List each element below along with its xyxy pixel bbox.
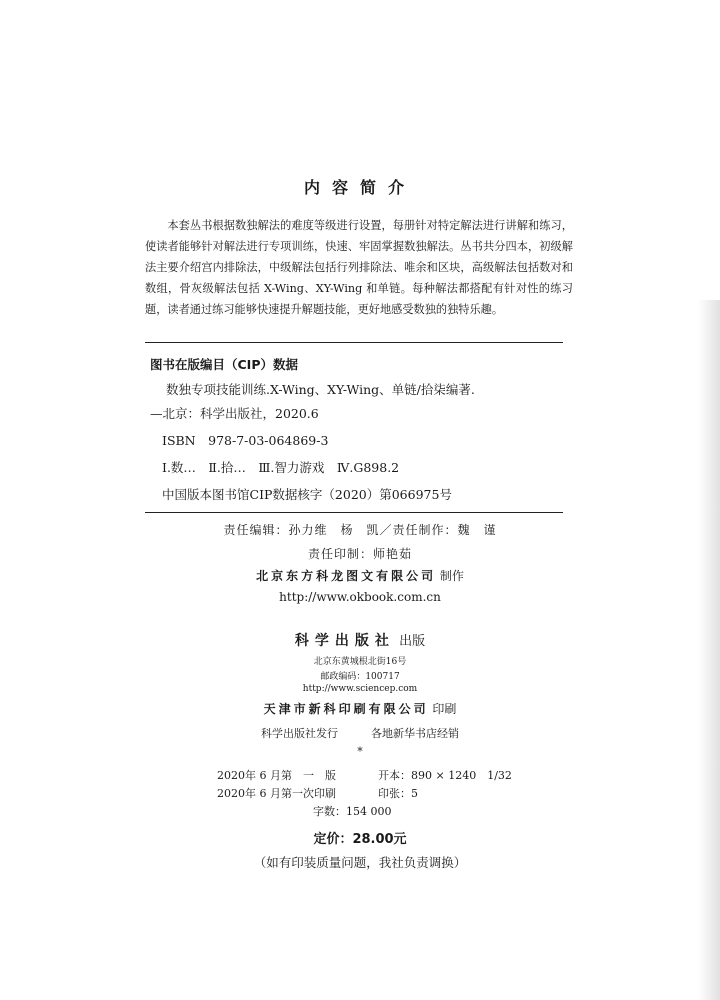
separator-star: * xyxy=(357,745,363,758)
producer-line xyxy=(0,567,720,584)
spec-edition: 2020年 6 月第 一 版 xyxy=(217,769,336,782)
cip-heading: 图书在版编目（CIP）数据 xyxy=(150,357,298,372)
cip-classification: Ⅰ.数… Ⅱ.拾… Ⅲ.智力游戏 Ⅳ.G898.2 xyxy=(162,460,400,475)
producer-url: http://www.okbook.com.cn xyxy=(279,590,441,604)
spec-format: 开本：890 × 1240 1/32 xyxy=(378,769,512,782)
printer-line xyxy=(0,700,720,717)
spec-sheets: 印张：5 xyxy=(378,787,418,800)
distribution-line: 科学出版社发行 各地新华书店经销 xyxy=(261,727,459,740)
publisher-postcode: 邮政编码：100717 xyxy=(320,672,400,682)
spec-printing: 2020年 6 月第一次印刷 xyxy=(217,787,336,800)
page-edge-shadow xyxy=(698,300,720,1000)
producer-name: 北京东方科龙图文有限公司 xyxy=(256,569,437,583)
quality-note: （如有印装质量问题，我社负责调换） xyxy=(253,855,467,870)
cip-entry-line1: 数独专项技能训练.X-Wing、XY-Wing、单链/拾柒编著. xyxy=(166,382,475,397)
producer-suffix: 制作 xyxy=(439,569,464,583)
editors-line: 责任编辑：孙力维 杨 凯／责任制作：魏 谨 xyxy=(223,523,497,537)
bottom-divider xyxy=(145,512,563,513)
cip-entry-line2: —北京：科学出版社，2020.6 xyxy=(150,406,319,421)
publisher-name: 科学出版社 xyxy=(294,633,395,649)
print-supervisor-line: 责任印制：师艳茹 xyxy=(307,547,412,561)
publisher-address: 北京东黄城根北街16号 xyxy=(313,657,407,667)
intro-text: 本套丛书根据数独解法的难度等级进行设置，每册针对特定解法进行讲解和练习，使读者能够针对解法进行专项训练，快速、牢固掌握数独解法。丛书共分四本，初级解法主要介绍宫内排除法，中级解法包括行列排除法、唯余和区块，高级解法包括数对和数组，骨灰级解法包括 X-Wing、XY-Wing 和单链。每种解法都搭配有针对性的练习题，读者通过练习能够快速提升解题技能，更好地感受数独的独特乐趣。 xyxy=(145,219,573,316)
price: 定价：28.00元 xyxy=(313,832,407,847)
printer-name: 天津市新科印刷有限公司 xyxy=(263,702,429,716)
publisher-line xyxy=(0,630,720,650)
top-divider xyxy=(145,342,563,343)
intro-paragraph xyxy=(145,215,573,320)
cip-isbn: ISBN 978-7-03-064869-3 xyxy=(162,433,329,448)
printer-suffix: 印刷 xyxy=(432,702,457,716)
publisher-url: http://www.sciencep.com xyxy=(302,684,418,694)
page-title: 内容简介 xyxy=(303,178,416,197)
spec-word-count: 字数：154 000 xyxy=(313,805,392,818)
publisher-suffix: 出版 xyxy=(399,634,426,649)
cip-number: 中国版本图书馆CIP数据核字（2020）第066975号 xyxy=(162,487,452,502)
